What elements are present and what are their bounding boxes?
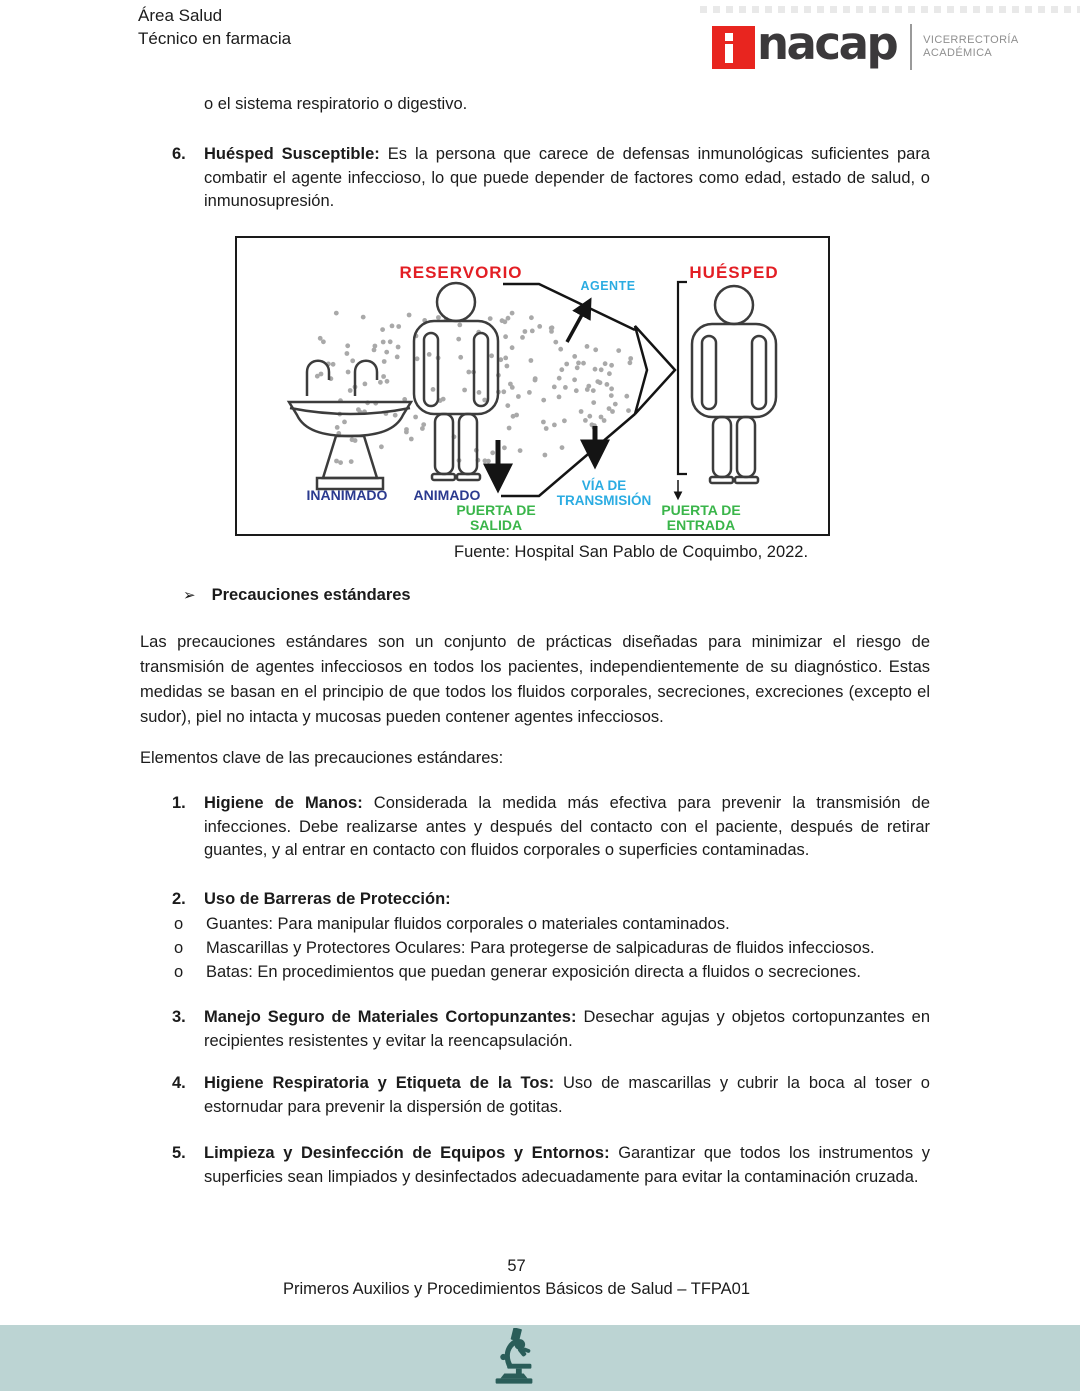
item-text <box>204 888 930 912</box>
list-item <box>172 960 930 984</box>
list-item-2 <box>172 888 930 912</box>
item-title: Higiene Respiratoria y Etiqueta de la Tos: <box>204 1074 555 1092</box>
logo-subtitle-line1: VICERRECTORÍA <box>923 33 1019 46</box>
list-item-3 <box>172 1006 930 1053</box>
list-item-6 <box>172 143 930 214</box>
inacap-wordmark: nacap <box>757 17 897 70</box>
item-title: Manejo Seguro de Materiales Cortopunzantes: <box>204 1008 577 1026</box>
list-item-4 <box>172 1072 930 1119</box>
label-puerta-salida-2: SALIDA <box>469 517 523 533</box>
barrier-bullet-list <box>172 912 930 985</box>
label-inanimado: INANIMADO <box>306 487 388 503</box>
footer-band <box>0 1325 1080 1391</box>
item-title: Huésped Susceptible: <box>204 145 380 163</box>
bullet-marker: o <box>174 963 184 982</box>
item-number: 6. <box>172 145 186 163</box>
inacap-logo <box>712 17 1019 70</box>
paragraph-fragment: o el sistema respiratorio o digestivo. <box>204 95 468 113</box>
page-number: 57 <box>507 1257 526 1275</box>
logo-subtitle <box>923 34 1018 61</box>
label-huesped: HUÉSPED <box>689 263 779 282</box>
host-bracket <box>678 282 687 474</box>
bullet-marker: o <box>174 915 184 933</box>
item-number: 1. <box>172 794 186 812</box>
item-title: Higiene de Manos: <box>204 794 363 812</box>
transmission-chain-diagram <box>237 238 828 534</box>
item-number: 3. <box>172 1008 186 1026</box>
logo-i-stem <box>725 44 733 63</box>
item-title: Uso de Barreras de Protección: <box>204 890 451 908</box>
microscope-icon <box>491 1328 537 1388</box>
header-texture <box>700 6 1080 13</box>
bullet-text: Guantes: Para manipular fluidos corporales o materiales contaminados. <box>206 915 730 933</box>
list-item <box>172 912 930 936</box>
logo-divider <box>910 24 912 70</box>
label-puerta-salida-1: PUERTA DE <box>456 502 536 518</box>
logo-subtitle-line2: ACADÉMICA <box>923 47 993 59</box>
elements-heading: Elementos clave de las precauciones estándares: <box>140 749 504 767</box>
footer-course-line: Primeros Auxilios y Procedimientos Básicos de Salud – TFPA01 <box>282 1280 751 1298</box>
transmission-arrow <box>635 326 675 414</box>
item-title: Limpieza y Desinfección de Equipos y Entornos: <box>204 1144 610 1162</box>
transmission-figure <box>235 236 830 536</box>
bullet-text: Batas: En procedimientos que puedan generar exposición directa a fluidos o secreciones. <box>206 963 861 982</box>
career-line: Técnico en farmacia <box>138 29 292 48</box>
item-body: Desechar agujas y objetos cortopunzantes en recipientes resistentes y evitar la reencapsulación. <box>204 1008 931 1050</box>
label-via-1: VÍA DE <box>581 478 627 493</box>
logo-i-dot <box>725 33 733 41</box>
item-text <box>204 1072 930 1119</box>
figure-caption: Fuente: Hospital San Pablo de Coquimbo, 2022. <box>454 543 809 561</box>
host-person-figure <box>692 286 776 483</box>
item-number: 2. <box>172 890 186 908</box>
label-puerta-entrada-1: PUERTA DE <box>661 502 741 518</box>
sink-inanimate-object <box>289 361 411 489</box>
area-line: Área Salud <box>138 6 223 25</box>
agent-arrow <box>567 302 589 342</box>
arrow-bullet-icon: ➢ <box>183 587 196 604</box>
list-item-5 <box>172 1142 930 1189</box>
item-body: Garantizar que todos los instrumentos y superficies sean limpiados y desinfectados adecuadamente para evitar la contaminación cruzada. <box>204 1144 930 1186</box>
label-agente: AGENTE <box>580 279 636 293</box>
item-body: Es la persona que carece de defensas inmunológicas suficientes para combatir el agente infeccioso, lo que puede depender de factores como edad, estado de salud, o inmunosupresión. <box>204 145 930 211</box>
item-text <box>204 792 930 863</box>
section-title: Precauciones estándares <box>211 586 411 604</box>
item-body: Considerada la medida más efectiva para prevenir la transmisión de infecciones. Debe realizarse antes y después del contacto con el paciente, después de retirar guantes, y al entrar en contacto con fluidos corporales o superficies contaminadas. <box>204 794 930 860</box>
item-number: 5. <box>172 1144 186 1162</box>
item-text <box>204 143 930 214</box>
intro-paragraph: Las precauciones estándares son un conjunto de prácticas diseñadas para minimizar el riesgo de transmisión de agentes infecciosos en todos los pacientes, independientemente de su diagnóstico. Estas medidas se basan en el principio de que todos los fluidos corporales, secreciones, excreciones (excepto el sudor), piel no intacta y mucosas pueden contener agentes infecciosos. <box>140 633 930 726</box>
bullet-text: Mascarillas y Protectores Oculares: Para protegerse de salpicaduras de fluidos infecciosos. <box>206 939 875 958</box>
reservoir-person-figure <box>414 283 498 480</box>
bullet-marker: o <box>174 939 184 958</box>
section-heading <box>183 586 411 605</box>
list-item <box>172 936 930 960</box>
item-body: Uso de mascarillas y cubrir la boca al toser o estornudar para prevenir la dispersión de gotitas. <box>204 1074 930 1116</box>
item-text <box>204 1142 930 1189</box>
program-header <box>138 4 291 50</box>
inacap-logo-mark <box>712 26 755 69</box>
label-reservorio: RESERVORIO <box>399 263 523 282</box>
item-text <box>204 1006 930 1053</box>
label-animado: ANIMADO <box>413 487 481 503</box>
item-number: 4. <box>172 1074 186 1092</box>
label-via-2: TRANSMISIÓN <box>556 493 652 508</box>
label-puerta-entrada-2: ENTRADA <box>666 517 736 533</box>
list-item-1 <box>172 792 930 863</box>
